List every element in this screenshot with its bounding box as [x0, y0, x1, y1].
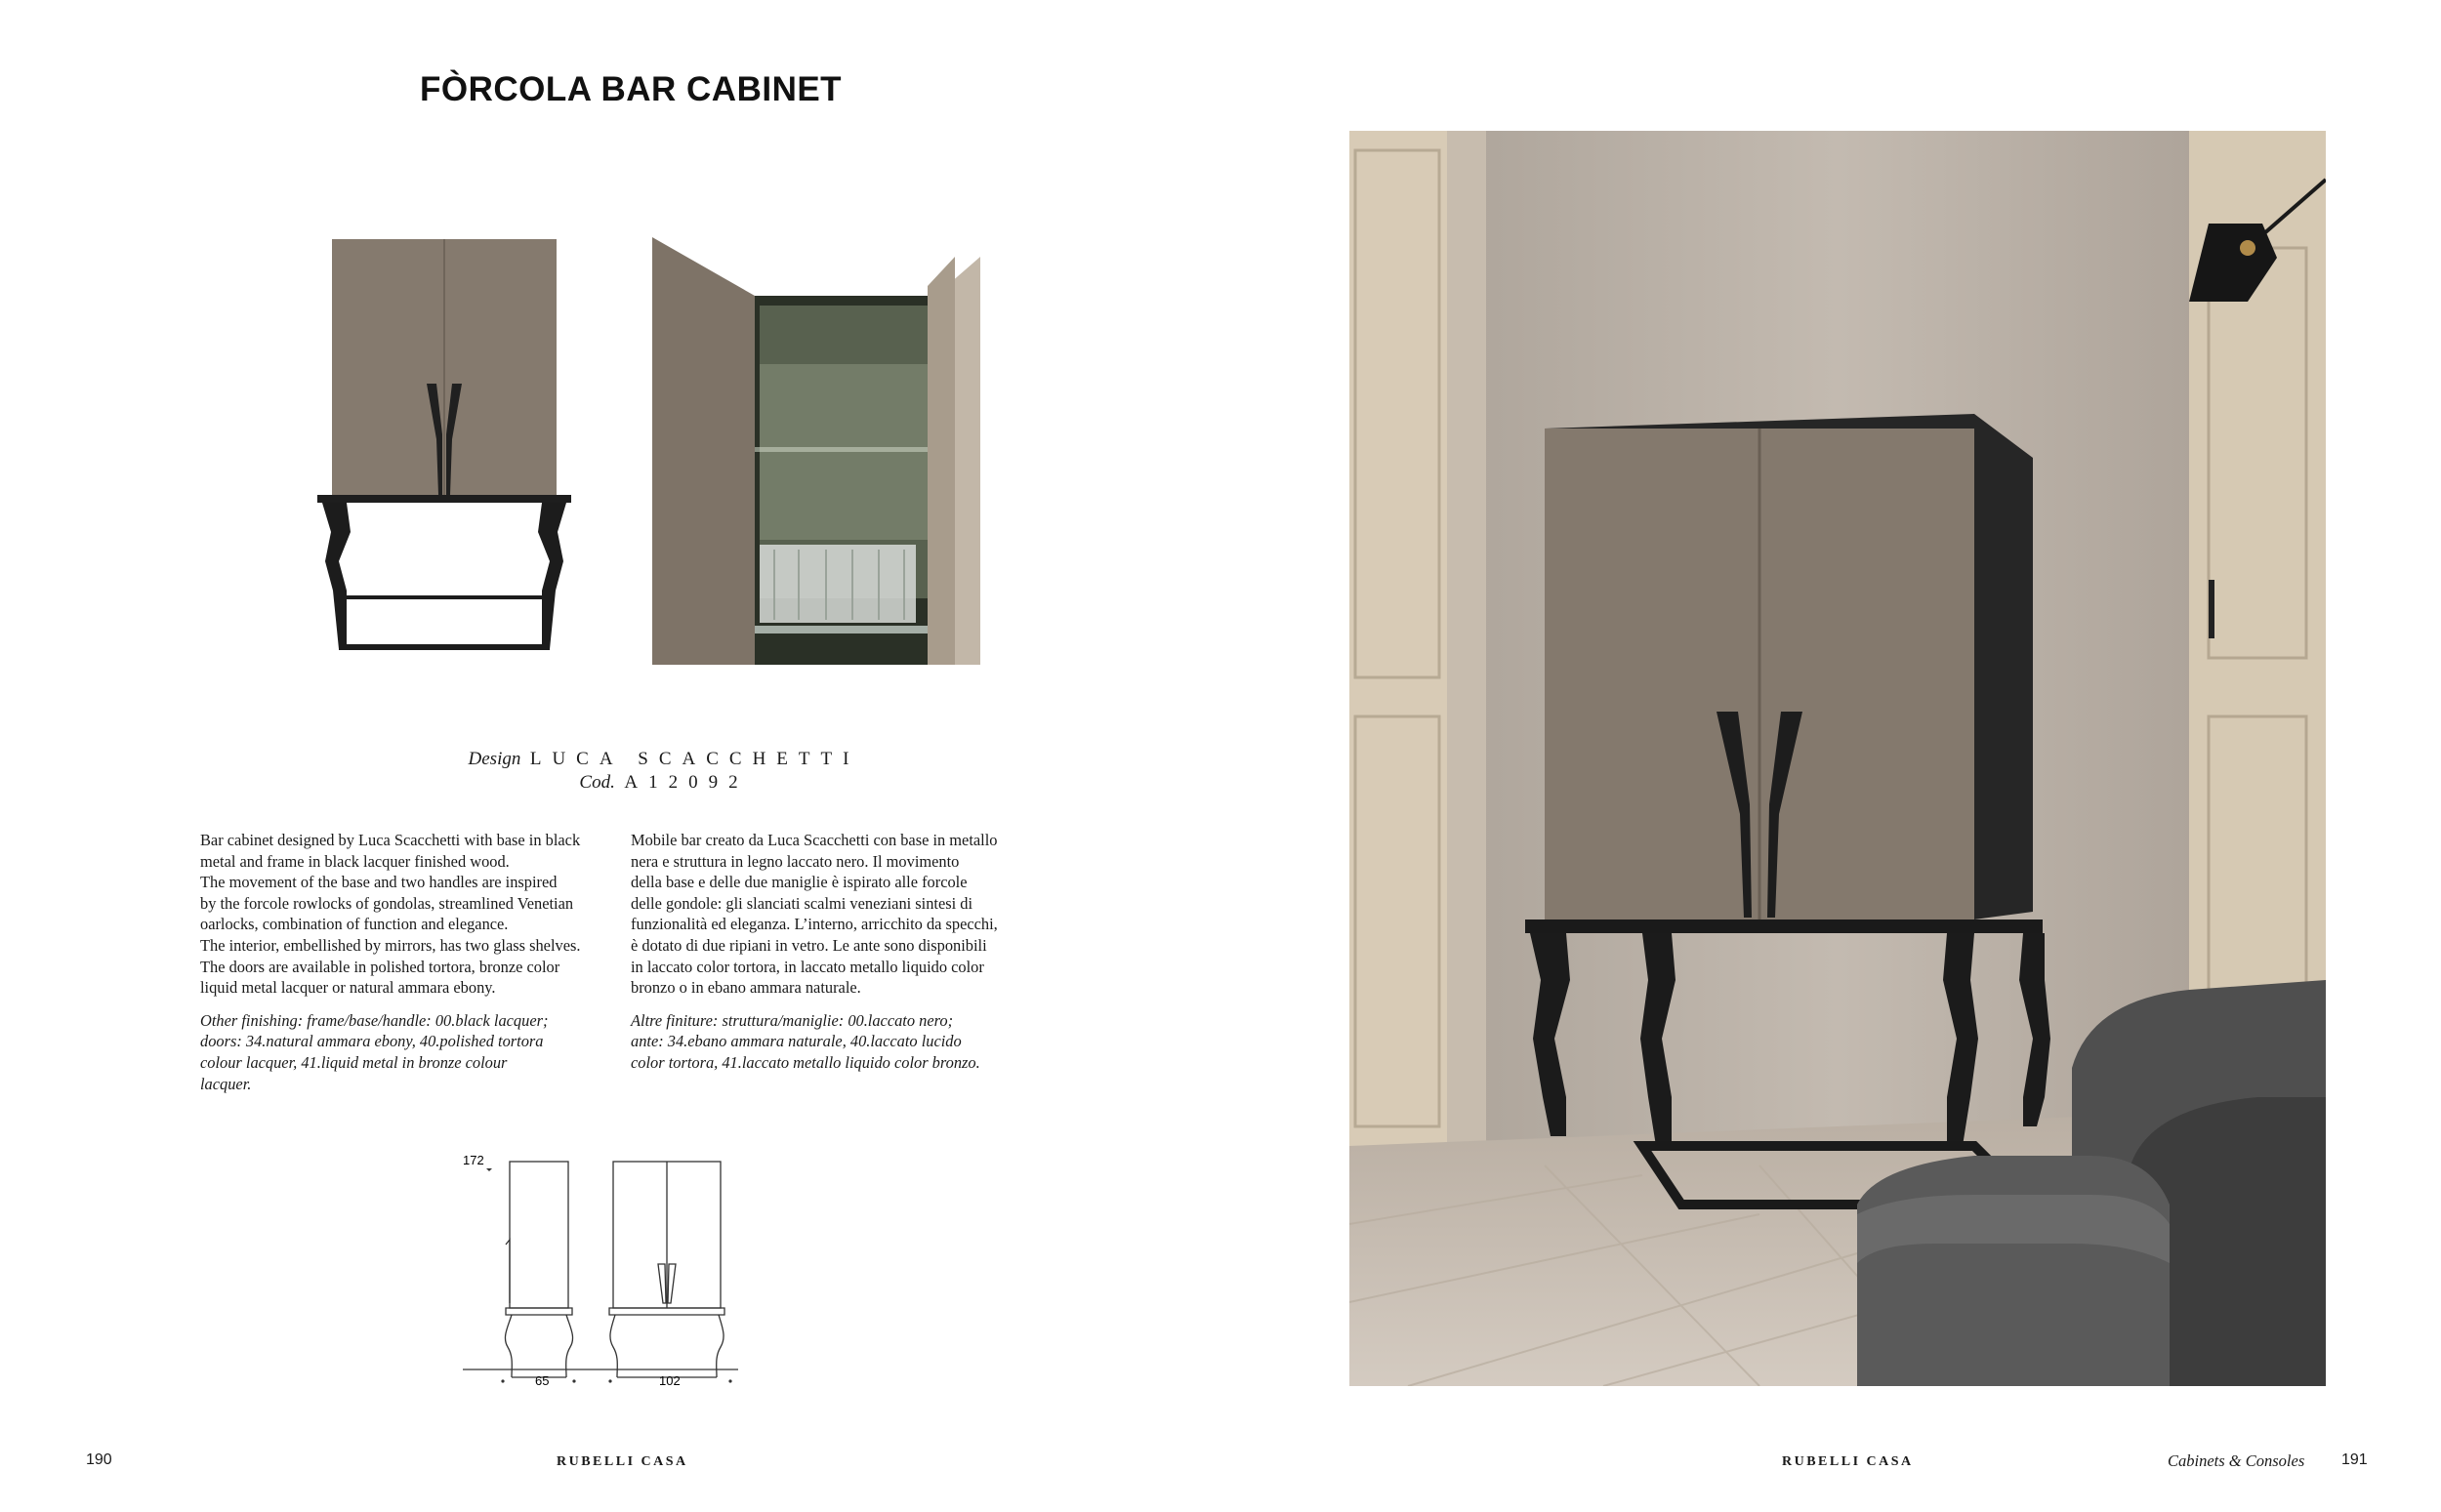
code-value: A12092 — [624, 772, 749, 793]
right-page-number: 191 — [2341, 1451, 2368, 1468]
text-line: funzionalità ed eleganza. L’interno, arricchito da specchi, — [631, 915, 998, 934]
crystal-glasses — [760, 545, 916, 623]
designer-name: LUCA SCACCHETTI — [529, 749, 860, 769]
side-view — [505, 1162, 572, 1377]
text-line: by the forcole rowlocks of gondolas, streamlined Venetian — [200, 893, 574, 913]
text-line: color tortora, 41.laccato metallo liquido color bronzo. — [631, 1052, 980, 1072]
text-line: è dotato di due ripiani in vetro. Le ante sono disponibili — [631, 935, 987, 955]
left-page-number: 190 — [86, 1451, 112, 1468]
text-line: The movement of the base and two handles are inspired — [200, 873, 558, 892]
text-line: Bar cabinet designed by Luca Scacchetti with base in black — [200, 831, 581, 849]
page-title: FÒRCOLA BAR CABINET — [420, 70, 843, 108]
cabinet-closed-photo — [317, 239, 576, 659]
section-name: Cabinets & Consoles — [2168, 1451, 2305, 1470]
text-line: in laccato color tortora, in laccato metallo liquido color — [631, 957, 984, 976]
description-en — [200, 830, 630, 1094]
code-label: Cod. — [579, 772, 615, 793]
text-line: nera e struttura in legno laccato nero. Il movimento — [631, 851, 960, 871]
text-line: Mobile bar creato da Luca Scacchetti con base in metallo — [631, 831, 998, 849]
finishing-en — [200, 1010, 630, 1094]
text-line: oarlocks, combination of function and elegance. — [200, 915, 509, 934]
text-line: lacquer. — [200, 1074, 252, 1093]
dim-depth: 65 — [535, 1373, 550, 1388]
technical-drawing — [459, 1147, 742, 1401]
right-footer-brand: RUBELLI CASA — [1782, 1454, 1914, 1469]
dim-height: 172 — [463, 1153, 484, 1167]
text-line: delle gondole: gli slanciati scalmi veneziani sintesi di — [631, 893, 973, 913]
text-line: The doors are available in polished tortora, bronze color — [200, 957, 560, 976]
design-credit — [293, 749, 1035, 770]
room-scene-photo — [1349, 131, 2326, 1386]
text-line: bronzo o in ebano ammara naturale. — [631, 978, 861, 998]
finishing-it — [631, 1010, 1060, 1074]
front-view — [609, 1162, 724, 1377]
text-line: colour lacquer, 41.liquid metal in bronze colour — [200, 1052, 508, 1072]
left-door-panel — [1349, 131, 1447, 1146]
description-it — [631, 830, 1060, 1074]
text-line: della base e delle due maniglie è ispirato alle forcole — [631, 873, 968, 892]
text-line: The interior, embellished by mirrors, has two glass shelves. — [200, 935, 581, 955]
text-line: doors: 34.natural ammara ebony, 40.polished tortora — [200, 1032, 544, 1051]
text-line: liquid metal lacquer or natural ammara ebony. — [200, 978, 496, 998]
text-line: Altre finiture: struttura/maniglie: 00.laccato nero; — [631, 1010, 954, 1030]
text-line: ante: 34.ebano ammara naturale, 40.laccato lucido — [631, 1032, 962, 1051]
text-line: metal and frame in black lacquer finished wood. — [200, 851, 510, 871]
left-door — [652, 237, 755, 665]
product-code — [293, 772, 1035, 794]
design-label: Design — [468, 749, 521, 769]
dim-width: 102 — [659, 1373, 681, 1388]
cabinet-open-photo — [652, 237, 980, 665]
text-line: Other finishing: frame/base/handle: 00.black lacquer; — [200, 1010, 549, 1030]
left-footer-brand: RUBELLI CASA — [557, 1454, 688, 1469]
